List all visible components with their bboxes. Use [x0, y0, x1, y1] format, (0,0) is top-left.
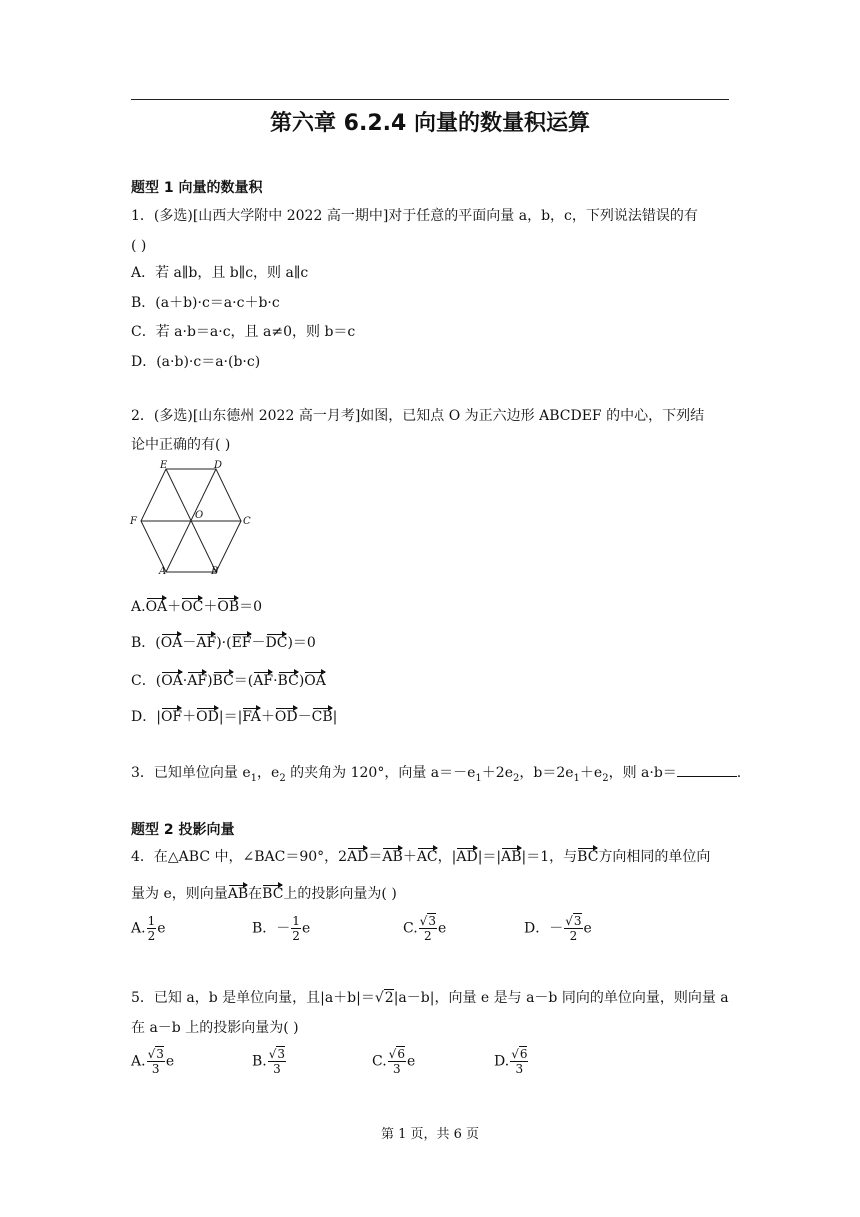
q5-stem-line1: 5．已知 a，b 是单位向量，且|a＋b|＝√2|a－b|，向量 e 是与 a－b 同向的单位向量，则向量 a	[131, 990, 729, 1006]
vertex-label-o: O	[195, 510, 204, 521]
hexagon-figure	[125, 460, 255, 580]
q1-stem-line1: 1．(多选)[山西大学附中 2022 高一期中]对于任意的平面向量 a，b，c，下列说法错误的有	[131, 208, 698, 224]
page-footer: 第 1 页，共 6 页	[380, 1127, 480, 1142]
vertex-label-f: F	[130, 516, 137, 527]
vertex-label-a: A	[159, 566, 167, 577]
q4-option-d: D．－ $\frac{√3}{2}$ e	[524, 914, 592, 943]
q1-option-d: D．(a·b)·c＝a·(b·c)	[131, 354, 261, 370]
q2-option-a: A.OA＋OC＋OB＝0	[131, 599, 263, 615]
q1-option-c: C．若 a·b＝a·c，且 a≠0，则 b＝c	[131, 324, 356, 340]
q2-option-b: B．(OA－AF)·(EF－DC)＝0	[131, 635, 316, 651]
q4-option-c: C. $\frac{√3}{2}$ e	[403, 914, 447, 943]
section-heading-2: 题型 2 投影向量	[131, 822, 235, 838]
q1-option-a: A．若 a∥b，且 b∥c，则 a∥c	[131, 265, 309, 281]
q5-option-d: D. $\frac{√6}{3}$	[494, 1047, 528, 1076]
q3-stem: 3．已知单位向量 $e_1$，$e_2$ 的夹角为 120°，向量 $a=-e_1+2e_2$，$b=2e_1+e_2$，则 a·b＝ .	[131, 765, 742, 784]
vertex-label-c: C	[243, 516, 251, 527]
vertex-label-b: B	[211, 566, 219, 577]
q2-stem-line1: 2．(多选)[山东德州 2022 高一月考]如图，已知点 O 为正六边形 ABCDEF 的中心，下列结	[131, 408, 705, 424]
vertex-label-e: E	[160, 460, 168, 471]
q1-stem-line2: ( )	[131, 238, 147, 254]
q1-option-b: B．(a＋b)·c＝a·c＋b·c	[131, 295, 280, 311]
q2-option-d: D．|OF＋OD|＝|FA＋OD－CB|	[131, 709, 338, 725]
header-rule	[131, 99, 729, 100]
q4-option-a: A. $\frac{1}{2}$ e	[131, 914, 166, 943]
q5-option-a: A. $\frac{√3}{3}$ e	[131, 1047, 175, 1076]
q2-stem-line2: 论中正确的有( )	[131, 437, 231, 453]
page-title: 第六章 6.2.4 向量的数量积运算	[270, 111, 590, 136]
section-heading-1: 题型 1 向量的数量积	[131, 180, 263, 196]
q4-stem-line1: 4．在△ABC 中，∠BAC＝90°，2AD＝AB＋AC，|AD|＝|AB|＝1，与BC方向相同的单位向	[131, 849, 711, 865]
q2-option-c: C．(OA·AF)BC＝(AF·BC)OA	[131, 673, 326, 689]
q5-stem-line2: 在 a－b 上的投影向量为( )	[131, 1020, 299, 1036]
q4-option-b: B．－ $\frac{1}{2}$ e	[252, 914, 311, 943]
q5-option-c: C. $\frac{√6}{3}$ e	[372, 1047, 416, 1076]
vertex-label-d: D	[214, 460, 223, 471]
q5-option-b: B. $\frac{√3}{3}$	[252, 1047, 286, 1076]
q3-answer-blank[interactable]	[677, 764, 737, 777]
q4-stem-line2: 量为 e，则向量AB在BC上的投影向量为( )	[131, 886, 397, 902]
